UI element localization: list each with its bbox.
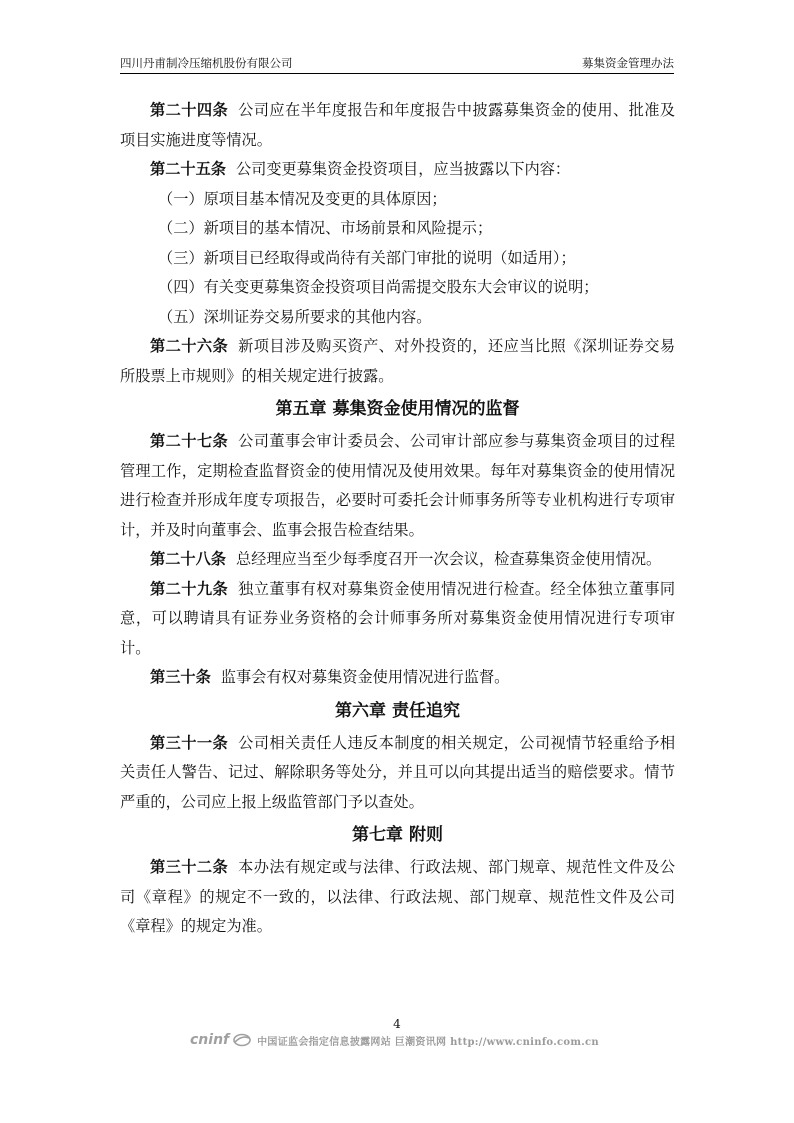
- article-label: 第二十六条: [150, 337, 229, 355]
- header-company-name: 四川丹甫制冷压缩机股份有限公司: [120, 56, 293, 70]
- chapter-6-heading: 第六章 责任追究: [335, 700, 460, 721]
- article-label: 第三十一条: [150, 733, 229, 752]
- cninfo-swoosh-icon: [233, 1033, 251, 1047]
- article-24: [120, 96, 675, 155]
- article-text: 公司变更募集资金投资项目，应当披露以下内容：: [235, 160, 571, 178]
- header-document-title: 募集资金管理办法: [582, 56, 674, 70]
- article-29: [120, 575, 675, 664]
- article-text: 公司应在半年度报告和年度报告中披露募集资金的使用、批准及项目实施进度等情况。: [120, 101, 676, 149]
- article-27: [120, 427, 675, 545]
- list-item: （一）原项目基本情况及变更的具体原因；: [158, 189, 447, 208]
- list-item: （五）深圳证券交易所要求的其他内容。: [158, 307, 432, 326]
- chapter-7-heading: 第七章 附则: [352, 825, 443, 845]
- page-header: [120, 55, 674, 74]
- article-text: 独立董事有权对募集资金使用情况进行检查。经全体独立董事同意，可以聘请具有证券业务资格的会计师事务所对募集资金使用情况进行专项审计。: [120, 579, 676, 657]
- chapter-5-heading: 第五章 募集资金使用情况的监督: [275, 399, 520, 419]
- article-label: 第二十八条: [150, 550, 226, 568]
- list-item: （四）有关变更募集资金投资项目尚需提交股东大会审议的说明；: [158, 278, 599, 296]
- list-item: （二）新项目的基本情况、市场前景和风险提示；: [158, 219, 493, 237]
- article-label: 第二十九条: [150, 579, 229, 598]
- cninfo-logo: cninf: [190, 1032, 230, 1048]
- document-body: [120, 96, 675, 942]
- article-28: [120, 545, 675, 575]
- article-31: [120, 729, 675, 818]
- article-label: 第二十四条: [150, 101, 229, 119]
- article-label: 第三十条: [150, 668, 211, 686]
- article-label: 第二十五条: [150, 160, 226, 178]
- article-label: 第二十七条: [150, 432, 229, 450]
- article-32: [120, 853, 675, 942]
- article-30: [120, 663, 675, 693]
- article-text: 公司董事会审计委员会、公司审计部应参与募集资金项目的过程管理工作，定期检查监督资金的使用情况及使用效果。每年对募集资金的使用情况进行检查并形成年度专项报告，必要时可委托会计师事务所等专业机构进行专项审计，并及时向董事会、监事会报告检查结果。: [120, 432, 676, 539]
- page-number: 4: [393, 1017, 401, 1031]
- article-text: 公司相关责任人违反本制度的相关规定，公司视情节轻重给予相关责任人警告、记过、解除职务等处分，并且可以向其提出适当的赔偿要求。情节严重的，公司应上报上级监管部门予以查处。: [120, 733, 676, 811]
- article-label: 第三十二条: [150, 858, 229, 876]
- page-footer: [190, 1031, 599, 1049]
- footer-website-text: 中国证监会指定信息披露网站 巨潮资讯网 http://www.cninfo.com.cn: [257, 1036, 599, 1048]
- article-text: 本办法有规定或与法律、行政法规、部门规章、规范性文件及公司《章程》的规定不一致的，以法律、行政法规、部门规章、规范性文件及公司《章程》的规定为准。: [120, 858, 676, 935]
- article-text: 总经理应当至少每季度召开一次会议，检查募集资金使用情况。: [235, 550, 662, 568]
- article-26: [120, 332, 675, 391]
- list-item: （三）新项目已经取得或尚待有关部门审批的说明（如适用）；: [158, 248, 576, 267]
- article-text: 监事会有权对募集资金使用情况进行监督。: [220, 668, 510, 686]
- article-25: [120, 155, 675, 185]
- article-text: 新项目涉及购买资产、对外投资的，还应当比照《深圳证券交易所股票上市规则》的相关规定进行披露。: [120, 337, 676, 385]
